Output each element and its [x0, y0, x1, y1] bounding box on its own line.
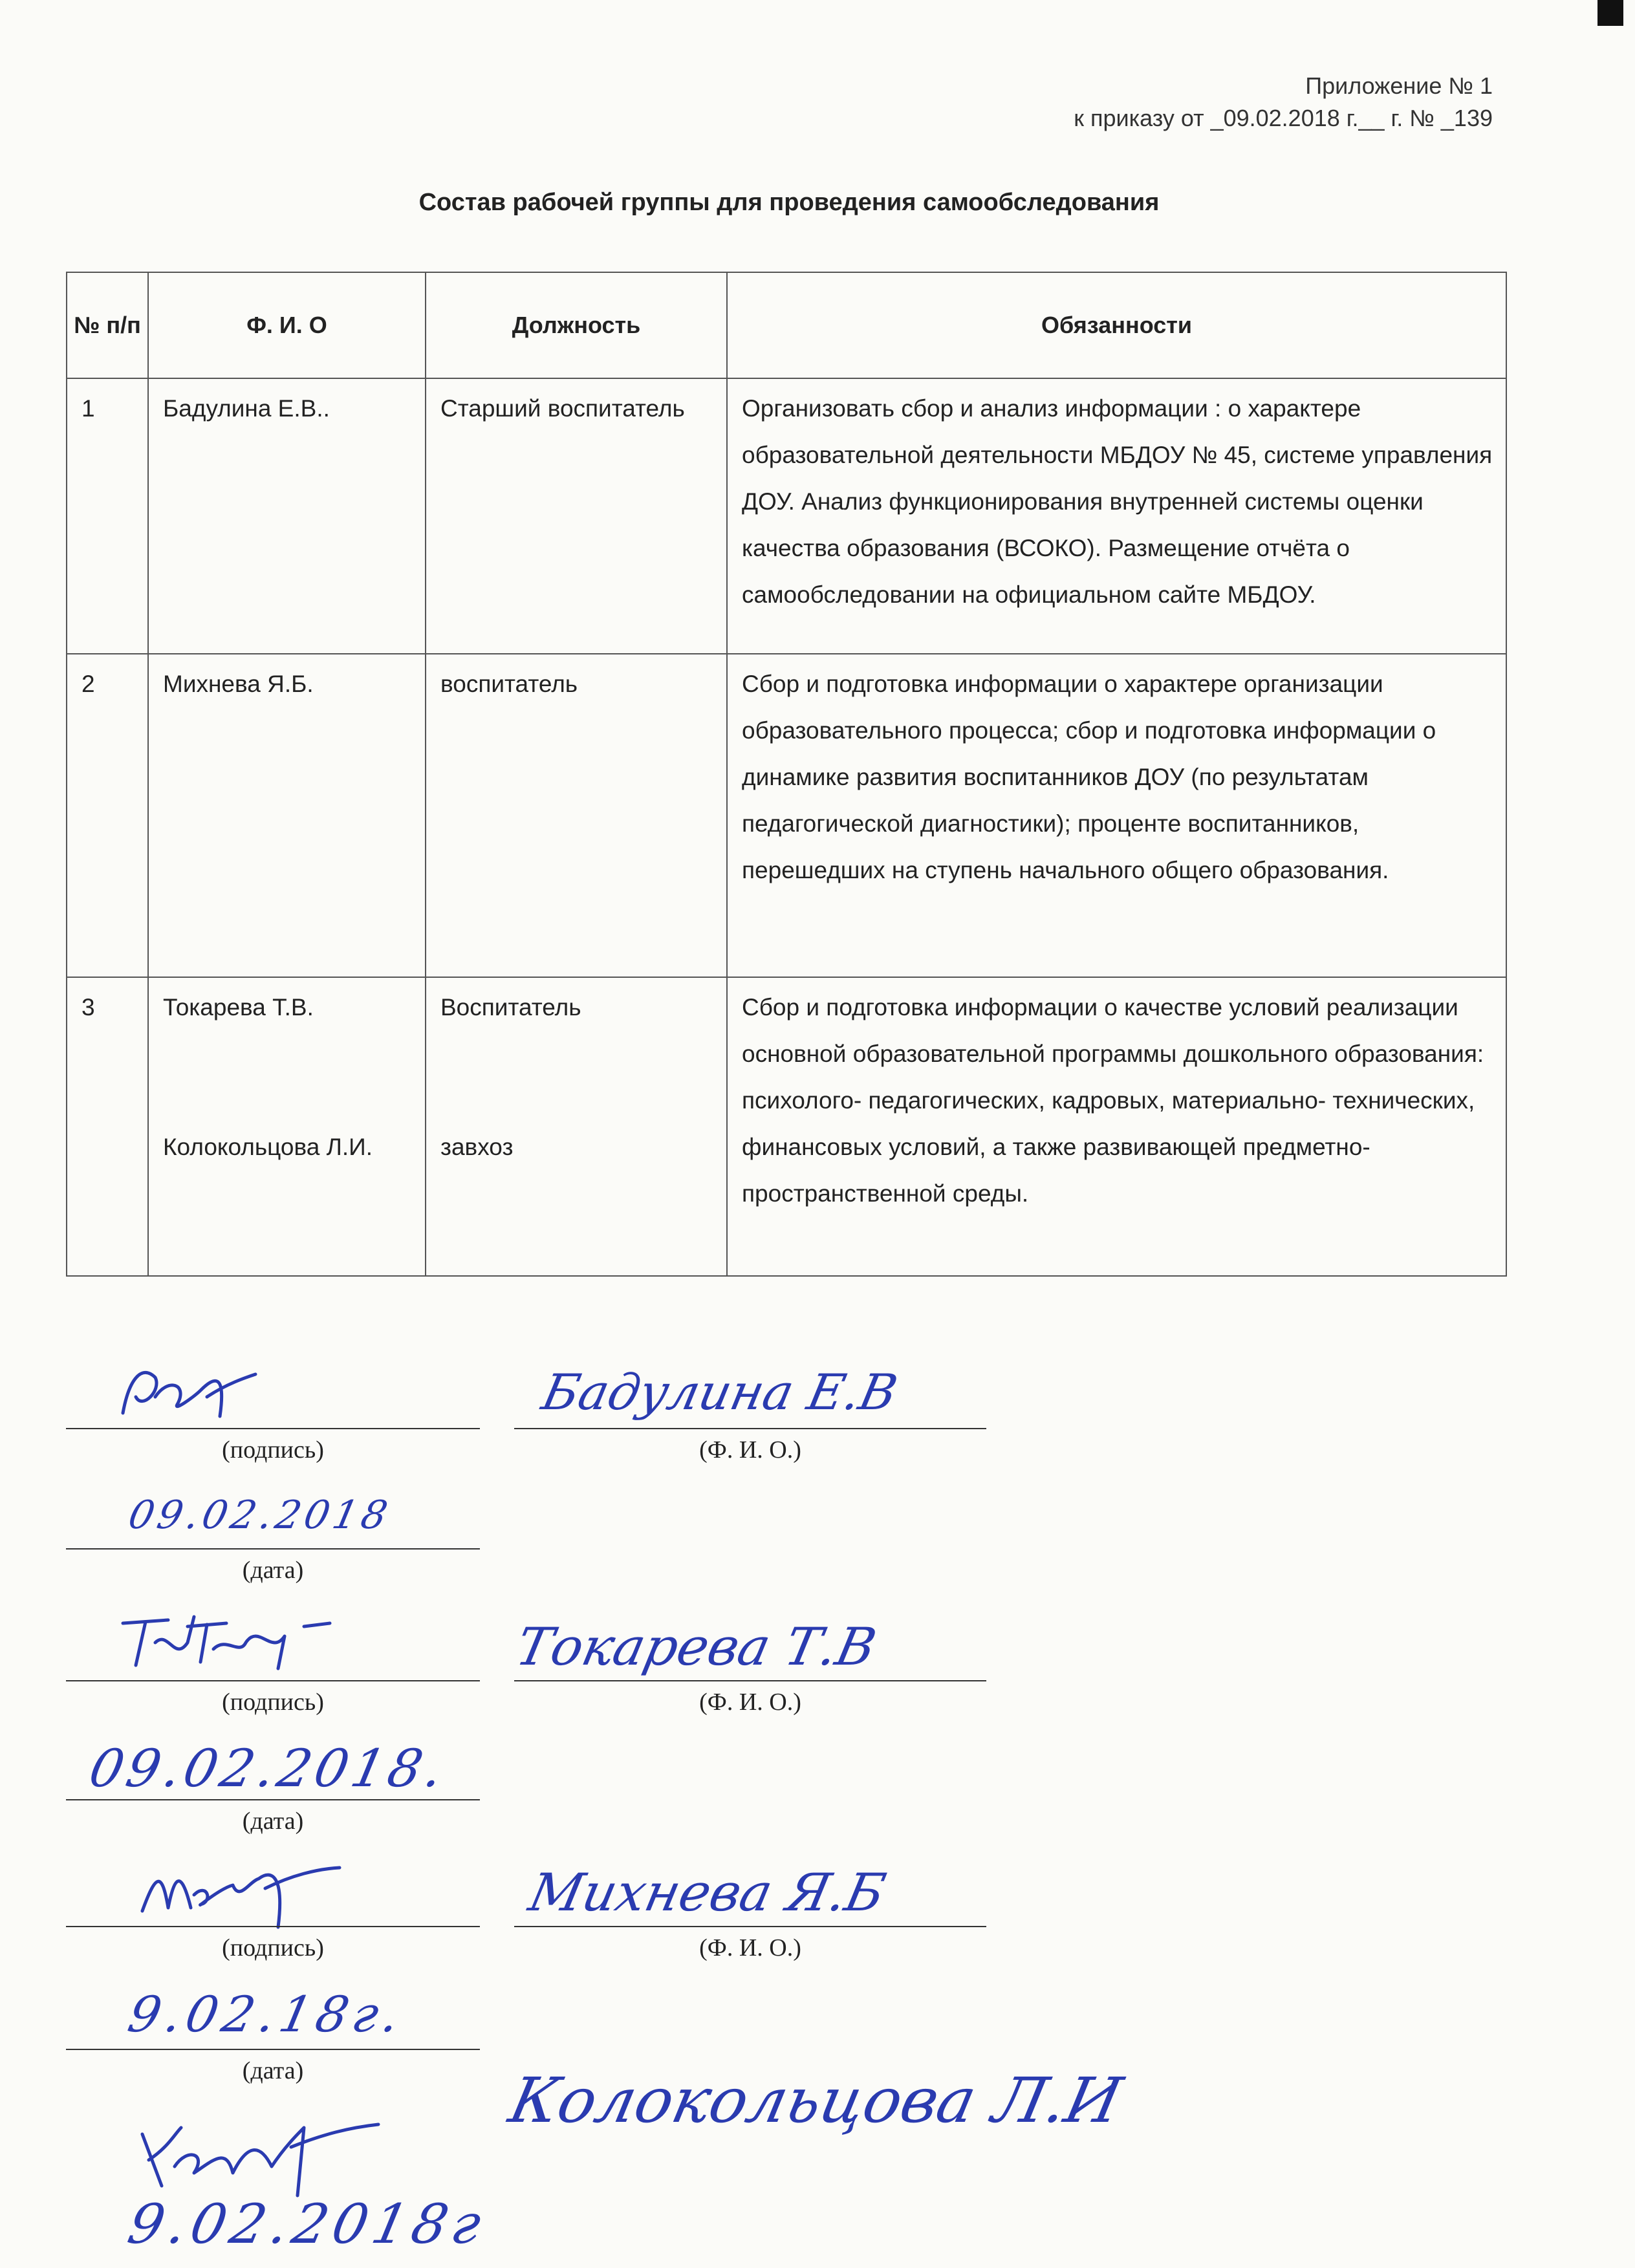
name-caption-3: (Ф. И. О.) [699, 1934, 801, 1961]
appendix-header [1074, 70, 1493, 135]
signature-caption-1: (подпись) [222, 1436, 324, 1463]
handwritten-name-2: Токарева Т.В [511, 1617, 882, 1677]
name-caption-2: (Ф. И. О.) [699, 1689, 801, 1716]
row-number: 2 [67, 654, 148, 977]
handwritten-name-3: Михнева Я.Б [524, 1863, 891, 1923]
date-caption-2: (дата) [242, 1808, 304, 1835]
handwritten-date-4: 9.02.2018г [122, 2192, 492, 2256]
signature-line-3 [66, 1926, 480, 1927]
row-name: Бадулина Е.В.. [148, 378, 426, 654]
row-name: Михнева Я.Б. [148, 654, 426, 977]
document-title: Состав рабочей группы для проведения самообследования [418, 189, 1160, 216]
handwritten-date-3: 9.02.18г. [123, 1985, 411, 2043]
handwritten-name-1: Бадулина Е.В [537, 1363, 903, 1421]
table-header-row [67, 272, 1506, 378]
row-names-cell [148, 977, 426, 1276]
working-group-table [66, 272, 1507, 1277]
row-position: Старший воспитатель [426, 378, 727, 654]
row-positions-cell [426, 977, 727, 1276]
row-position: воспитатель [426, 654, 727, 977]
column-header-position: Должность [426, 272, 727, 378]
column-header-name: Ф. И. О [148, 272, 426, 378]
row-duties: Сбор и подготовка информации о качестве условий реализации основной образовательной программы дошкольного образования: психолого- педагогических, кадровых, материально- технических, финансовых условий, а также развивающей предметно-пространственной среды. [727, 977, 1506, 1276]
row-position-second: завхоз [440, 1134, 514, 1160]
table-row [67, 654, 1506, 977]
handwritten-name-4: Колокольцова Л.И [503, 2064, 1129, 2137]
date-line-3 [66, 2049, 480, 2050]
row-number: 1 [67, 378, 148, 654]
row-name-second: Колокольцова Л.И. [163, 1134, 373, 1160]
name-line-3 [514, 1926, 986, 1927]
column-header-number: № п/п [67, 272, 148, 378]
date-caption-1: (дата) [242, 1557, 304, 1584]
date-caption-3: (дата) [242, 2057, 304, 2084]
row-name: Токарева Т.В. [163, 994, 314, 1021]
table-row [67, 378, 1506, 654]
row-duties: Сбор и подготовка информации о характере организации образовательного процесса; сбор и подготовка информации о динамике развития воспитанников ДОУ (по результатам педагогической диагностики); проценте воспитанников, перешедших на ступень начального общего образования. [727, 654, 1506, 977]
handwritten-signature-1 [116, 1352, 259, 1429]
handwritten-signature-2 [116, 1604, 375, 1675]
signature-line-1 [66, 1428, 480, 1429]
row-position: Воспитатель [440, 994, 581, 1021]
date-line-1 [66, 1548, 480, 1550]
table-row [67, 977, 1506, 1276]
signature-line-2 [66, 1680, 480, 1681]
scan-corner-mark [1597, 0, 1623, 26]
column-header-duties: Обязанности [727, 272, 1506, 378]
signature-caption-2: (подпись) [222, 1689, 324, 1716]
appendix-line-1: Приложение № 1 [1305, 72, 1493, 99]
row-number: 3 [67, 977, 148, 1276]
handwritten-date-1: 09.02.2018 [124, 1493, 395, 1538]
name-caption-1: (Ф. И. О.) [699, 1436, 801, 1463]
handwritten-signature-3 [136, 1850, 343, 1934]
name-line-1 [514, 1428, 986, 1429]
row-duties: Организовать сбор и анализ информации : о характере образовательной деятельности МБДОУ № 45, системе управления ДОУ. Анализ функционирования внутренней системы оценки качества образования (ВСОКО). Размещение отчёта о самообследовании на официальном сайте МБДОУ. [727, 378, 1506, 654]
handwritten-date-2: 09.02.2018. [84, 1738, 453, 1798]
appendix-line-2: к приказу от _09.02.2018 г.__ г. № _139 [1074, 105, 1493, 131]
name-line-2 [514, 1680, 986, 1681]
handwritten-signature-4 [136, 2108, 382, 2199]
signature-caption-3: (подпись) [222, 1934, 324, 1961]
date-line-2 [66, 1799, 480, 1800]
